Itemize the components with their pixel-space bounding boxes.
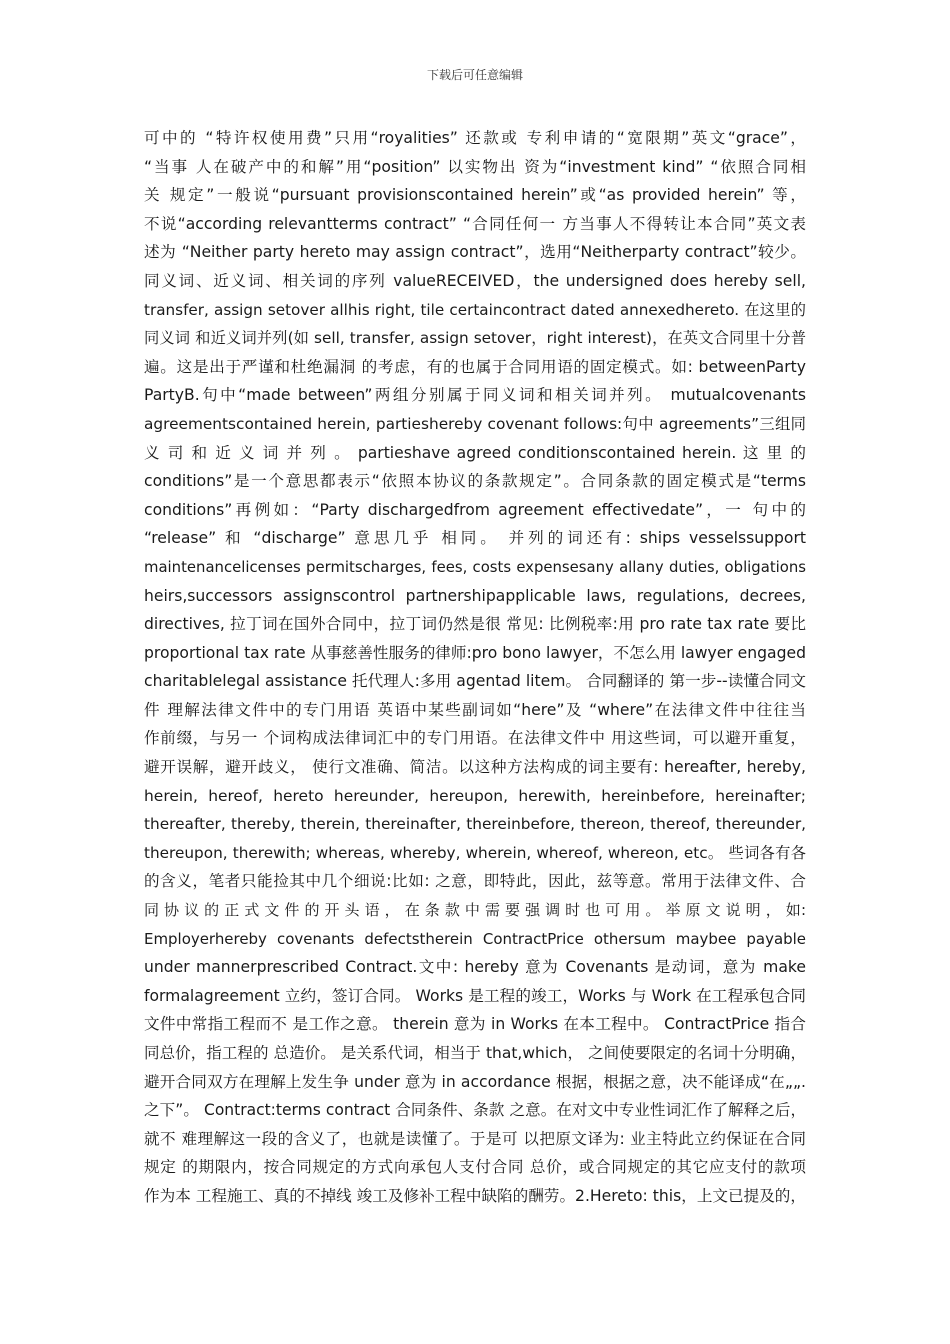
text-line: 义 司 和 近 义 词 并 列 。 partieshave agreed conditionscontained herein. 这 里 的 <box>144 443 806 462</box>
text-line: PartyB.句中“made between”两组分别属于同义词和相关词并列。 mutualcovenants <box>144 386 806 405</box>
text-line: formalagreement 立约，签订合同。 Works 是工程的竣工，Works 与 Work 在工程承包合同 <box>144 986 806 1005</box>
text-line: 遍。这是出于严谨和杜绝漏洞 的考虑，有的也属于合同用语的固定模式。如: betweenParty <box>144 357 806 376</box>
text-line: agreementscontained herein, partieshereby covenant follows:句中 agreements”三组同 <box>144 414 806 433</box>
text-line: “release” 和 “discharge” 意思几乎 相同。 并列的词还有: ships vesselssupport <box>144 529 806 548</box>
text-line: proportional tax rate 从事慈善性服务的律师:pro bono lawyer，不怎么用 lawyer engaged <box>144 643 806 662</box>
text-line: 的含义，笔者只能捡其中几个细说:比如: 之意，即特此，因此，兹等意。常用于法律文件、合 <box>144 872 806 891</box>
text-line: 同 协 议 的 正 式 文 件 的 开 头 语 ， 在 条 款 中 需 要 强 调 时 也 可 用 。 举 原 文 说 明 ， 如: <box>144 901 806 920</box>
text-line: transfer, assign setover allhis right, tile certaincontract dated annexedhereto. 在这里的 <box>144 300 806 319</box>
text-line: herein, hereof, hereto hereunder, hereupon, herewith, hereinbefore, hereinafter; <box>144 786 806 805</box>
text-line: under mannerprescribed Contract.文中: hereby 意为 Covenants 是动词，意为 make <box>144 958 806 977</box>
text-line: Employerhereby covenants defectstherein ContractPrice othersum maybee payable <box>144 929 806 948</box>
text-line: 文件中常指工程而不 是工作之意。 therein 意为 in Works 在本工程中。 ContractPrice 指合 <box>144 1015 806 1034</box>
text-line: 之下”。 Contract:terms contract 合同条件、条款 之意。在对文中专业性词汇作了解释之后， <box>144 1101 806 1120</box>
text-line: maintenancelicenses permitscharges, fees, costs expensesany allany duties, obligations <box>144 557 806 576</box>
text-line: 同总价，指工程的 总造价。 是关系代词，相当于 that,which， 之间使要限定的名词十分明确， <box>144 1044 806 1062</box>
text-line: “当事 人在破产中的和解”用“position” 以实物出 资为“investment kind” “依照合同相 <box>144 157 806 176</box>
text-line: charitablelegal assistance 托代理人:多用 agentad litem。 合同翻译的 第一步--读懂合同文 <box>144 672 806 691</box>
text-line: 关 规定”一般说“pursuant provisionscontained herein”或“as provided herein” 等， <box>144 186 806 205</box>
text-line: 作前缀，与另一 个词构成法律词汇中的专门用语。在法律文件中 用这些词，可以避开重复， <box>144 729 806 748</box>
text-line: 作为本 工程施工、真的不掉线 竣工及修补工程中缺陷的酬劳。2.Hereto: this，上文已提及的， <box>144 1186 806 1205</box>
text-line: thereupon, therewith; whereas, whereby, wherein, whereof, whereon, etc。 些词各有各 <box>144 843 806 862</box>
text-line: 就不 难理解这一段的含义了，也就是读懂了。于是可 以把原文译为: 业主特此立约保证在合同 <box>144 1129 806 1148</box>
text-line: 可中的 “特许权使用费”只用“royalities” 还款或 专利申请的“宽限期”英文“grace”， <box>144 129 806 147</box>
text-line: 不说“according relevantterms contract” “合同任何一 方当事人不得转让本合同”英文表 <box>144 214 806 233</box>
text-line: 规定 的期限内，按合同规定的方式向承包人支付合同 总价，或合同规定的其它应支付的款项 <box>144 1158 806 1177</box>
text-line: directives, 拉丁词在国外合同中，拉丁词仍然是很 常见: 比例税率:用 pro rate tax rate 要比 <box>144 615 806 634</box>
text-line: 同义词、近义词、相关词的序列 valueRECEIVED，the undersigned does hereby sell, <box>144 271 806 290</box>
text-line: 件 理解法律文件中的专门用语 英语中某些副词如“here”及 “where”在法律文件中往往当 <box>144 700 806 719</box>
text-line: conditions”是一个意思都表示“依照本协议的条款规定”。合同条款的固定模式是“terms <box>144 472 806 491</box>
text-line: 同义词 和近义词并列(如 sell, transfer, assign setover，right interest)，在英文合同里十分普 <box>144 329 806 348</box>
page-header: 下载后可任意编辑 <box>426 68 523 82</box>
text-line: 避开合同双方在理解上发生争 under 意为 in accordance 根据，根据之意，决不能译成“在„„. <box>144 1072 806 1091</box>
text-line: 述为 “Neither party hereto may assign contract”，选用“Neitherparty contract”较少。 <box>144 243 806 262</box>
text-line: thereafter, thereby, therein, thereinafter, thereinbefore, thereon, thereof, thereunder, <box>144 815 806 834</box>
document-body <box>144 124 806 1211</box>
text-line: heirs,successors assignscontrol partnershipapplicable laws, regulations, decrees, <box>144 586 806 605</box>
text-line: conditions”再例如：“Party dischargedfrom agreement effectivedate”，一 句中的 <box>144 500 806 519</box>
text-line: 避开误解，避开歧义， 使行文准确、简洁。以这种方法构成的词主要有: hereafter, hereby, <box>144 758 806 777</box>
